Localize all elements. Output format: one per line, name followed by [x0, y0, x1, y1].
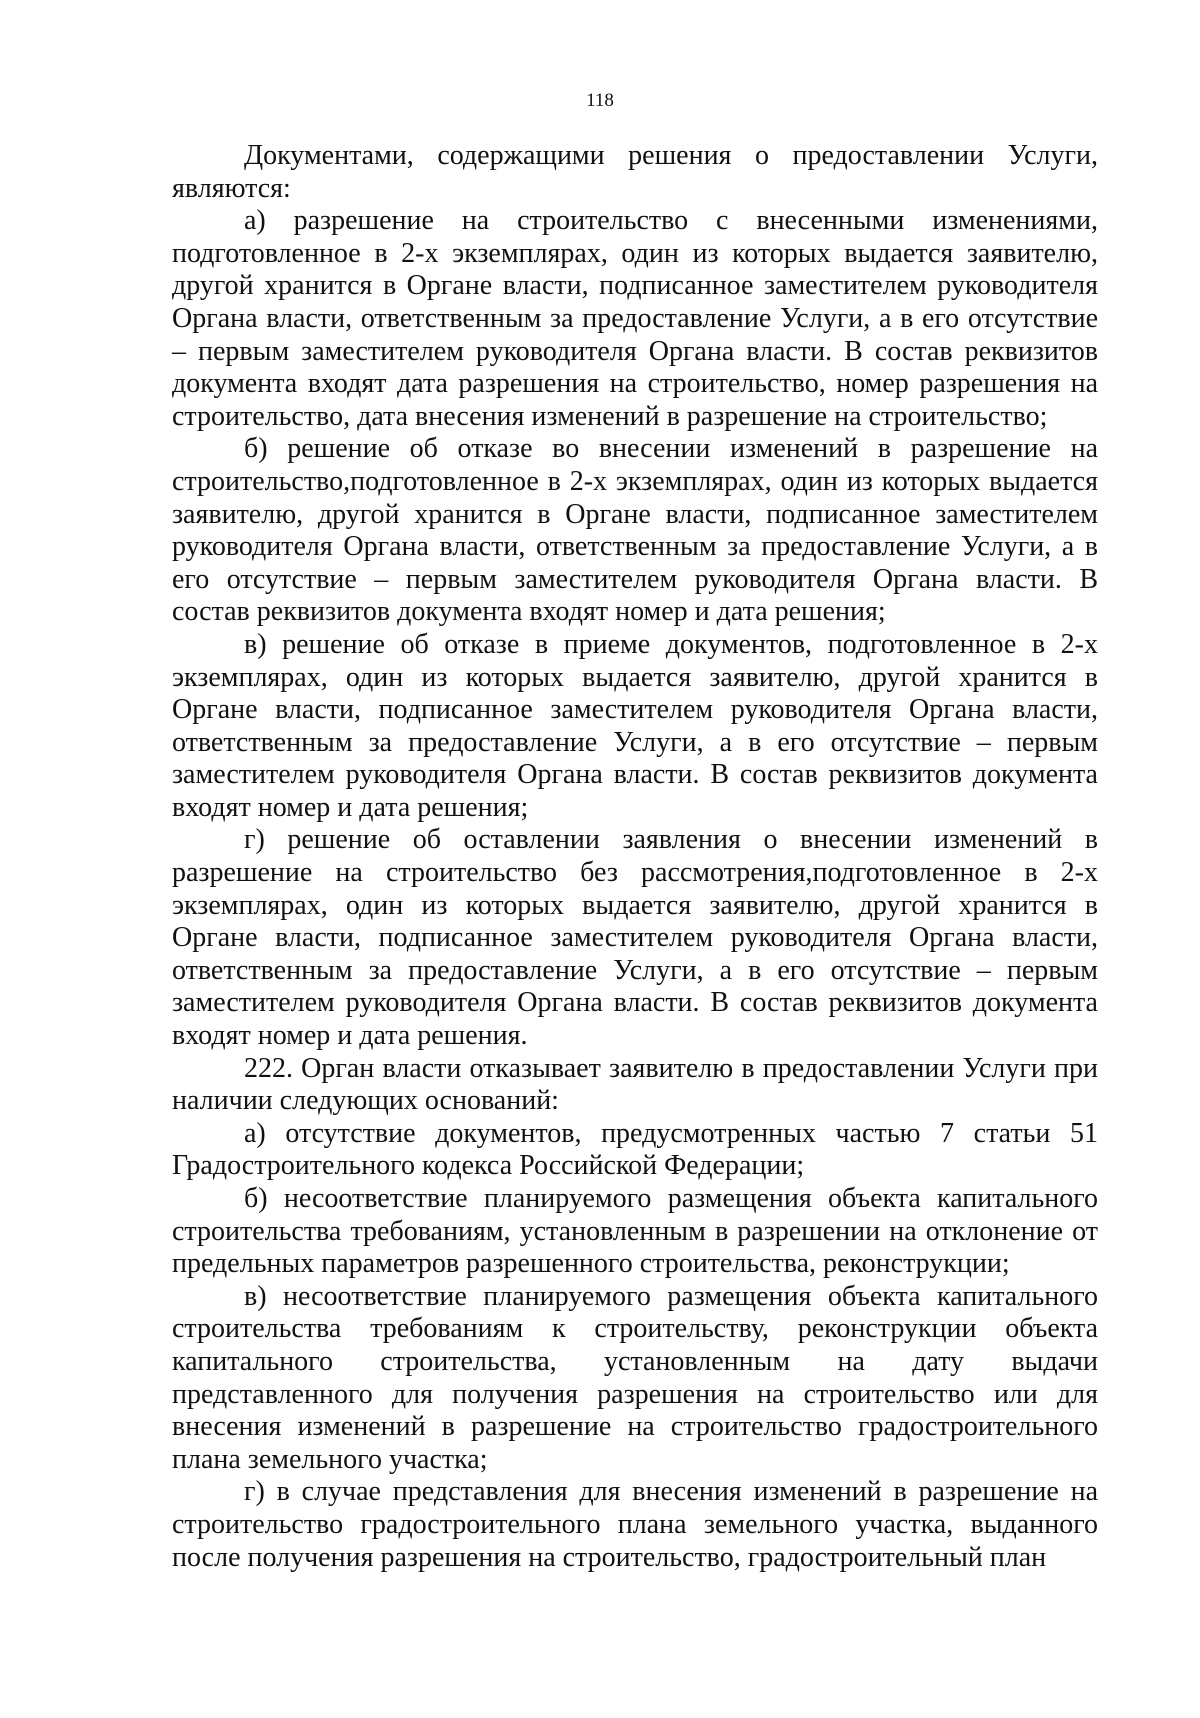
paragraph-item-b-refusal: б) решение об отказе во внесении изменений в разрешение на строительство,подготовленное в 2-х экземплярах, один из которых выдается заявителю, другой хранится в Органе власти, подписанное заместителем руководителя Органа власти, ответственным за предоставление Услуги, а в его отсутствие – первым заместителем руководителя Органа власти. В состав реквизитов документа входят номер и дата решения; [172, 433, 1098, 628]
paragraph-ground-g: г) в случае представления для внесения изменений в разрешение на строительство градостроительного плана земельного участка, выданного после получения разрешения на строительство, градостроительный план [172, 1476, 1098, 1573]
paragraph-ground-v: в) несоответствие планируемого размещения объекта капитального строительства требованиям к строительству, реконструкции объекта капитального строительства, установленным на дату выдачи представленного для получения разрешения на строительство или для внесения изменений в разрешение на строительство градостроительного плана земельного участка; [172, 1280, 1098, 1475]
paragraph-ground-a: а) отсутствие документов, предусмотренных частью 7 статьи 51 Градостроительного кодекса Российской Федерации; [172, 1117, 1098, 1182]
paragraph-clause-222: 222. Орган власти отказывает заявителю в предоставлении Услуги при наличии следующих оснований: [172, 1052, 1098, 1117]
document-body [172, 140, 1098, 1574]
paragraph-intro: Документами, содержащими решения о предоставлении Услуги, являются: [172, 140, 1098, 204]
paragraph-ground-b: б) несоответствие планируемого размещения объекта капитального строительства требованиям, установленным в разрешении на отклонение от предельных параметров разрешенного строительства, реконструкции; [172, 1183, 1098, 1280]
page-number: 118 [586, 90, 614, 111]
paragraph-item-g-no-review: г) решение об оставлении заявления о внесении изменений в разрешение на строительство без рассмотрения,подготовленное в 2-х экземплярах, один из которых выдается заявителю, другой хранится в Органе власти, подписанное заместителем руководителя Органа власти, ответственным за предоставление Услуги, а в его отсутствие – первым заместителем руководителя Органа власти. В состав реквизитов документа входят номер и дата решения. [172, 824, 1098, 1052]
paragraph-item-v-refusal-acceptance: в) решение об отказе в приеме документов, подготовленное в 2-х экземплярах, один из которых выдается заявителю, другой хранится в Органе власти, подписанное заместителем руководителя Органа власти, ответственным за предоставление Услуги, а в его отсутствие – первым заместителем руководителя Органа власти. В состав реквизитов документа входят номер и дата решения; [172, 628, 1098, 823]
paragraph-item-a-permit: а) разрешение на строительство с внесенными изменениями, подготовленное в 2-х экземплярах, один из которых выдается заявителю, другой хранится в Органе власти, подписанное заместителем руководителя Органа власти, ответственным за предоставление Услуги, а в его отсутствие – первым заместителем руководителя Органа власти. В состав реквизитов документа входят дата разрешения на строительство, номер разрешения на строительство, дата внесения изменений в разрешение на строительство; [172, 205, 1098, 432]
